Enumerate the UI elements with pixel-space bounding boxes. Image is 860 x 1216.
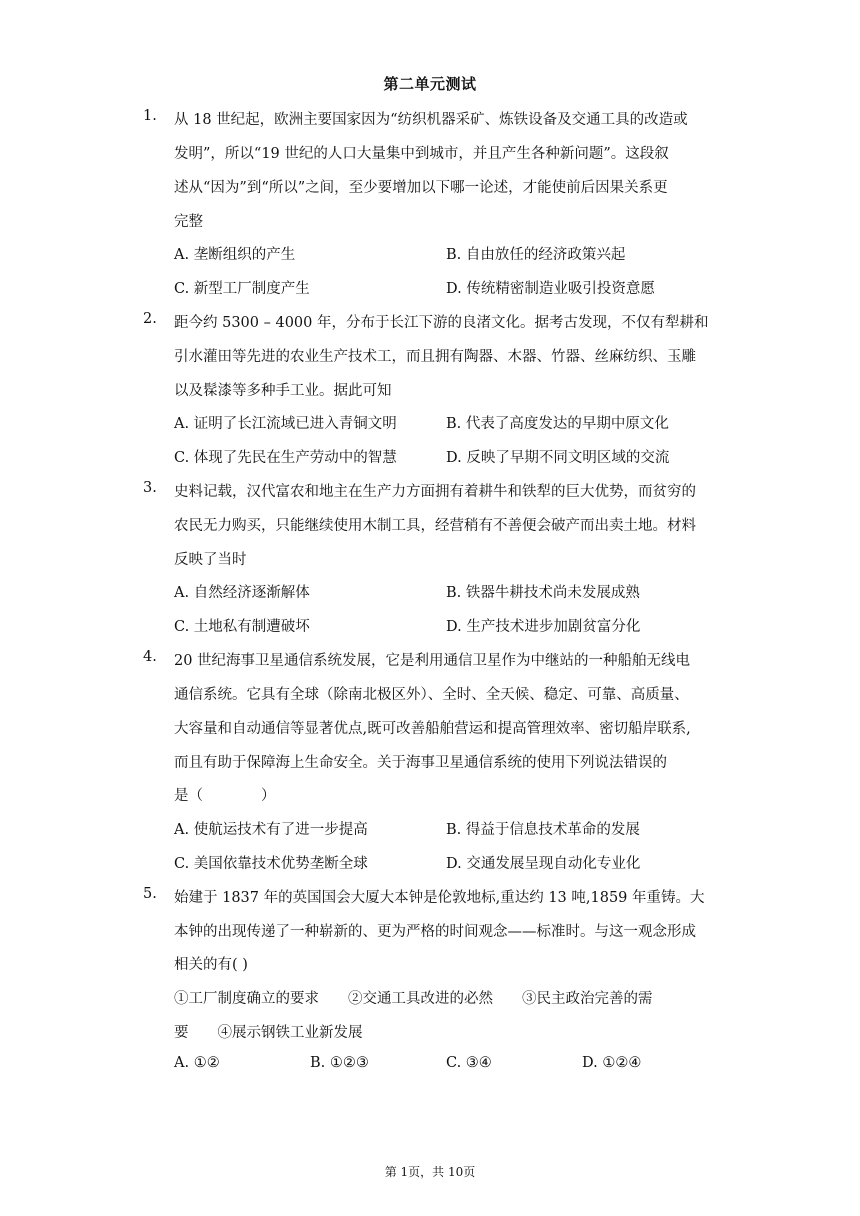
page-footer: 第 1页，共 10页 <box>384 1165 476 1179</box>
question-text-line: 通信系统。它具有全球（除南北极区外）、全时、全天候、稳定、可靠、高质量、 <box>174 687 689 703</box>
option-c[interactable]: C. 体现了先民在生产劳动中的智慧 <box>174 450 397 466</box>
question-statement-line: 要 ④展示钢铁工业新发展 <box>174 1025 363 1041</box>
question-number: 4. <box>143 649 157 665</box>
question-text-line: 而且有助于保障海上生命安全。关于海事卫星通信系统的使用下列说法错误的 <box>174 755 667 771</box>
option-d[interactable]: D. 交通发展呈现自动化专业化 <box>446 856 641 872</box>
option-d[interactable]: D. 反映了早期不同文明区域的交流 <box>446 450 670 466</box>
question-number: 3. <box>143 480 157 496</box>
question-text-line: 是（ ） <box>174 788 276 804</box>
question-text-line: 从 18 世纪起，欧洲主要国家因为“纺织机器采矿、炼铁设备及交通工具的改造或 <box>174 112 688 128</box>
page-title: 第二单元测试 <box>383 75 477 93</box>
question-text-line: 发明”，所以“19 世纪的人口大量集中到城市，并且产生各种新问题”。这段叙 <box>174 146 669 162</box>
question-text-line: 农民无力购买，只能继续使用木制工具，经营稍有不善便会破产而出卖土地。材料 <box>174 518 696 534</box>
question-text-line: 本钟的出现传递了一种崭新的、更为严格的时间观念——标准时。与这一观念形成 <box>174 924 696 940</box>
question-text-line: 以及髹漆等多种手工业。据此可知 <box>174 383 392 399</box>
option-b[interactable]: B. ①②③ <box>310 1055 369 1071</box>
question-number: 5. <box>143 886 157 902</box>
question-text-line: 完整 <box>174 214 203 230</box>
question-text-line: 引水灌田等先进的农业生产技术工，而且拥有陶器、木器、竹器、丝麻纺织、玉雕 <box>174 349 696 365</box>
question-number: 2. <box>143 311 157 327</box>
option-a[interactable]: A. 垄断组织的产生 <box>174 247 296 263</box>
option-b[interactable]: B. 代表了高度发达的早期中原文化 <box>446 416 669 432</box>
option-a[interactable]: A. 使航运技术有了进一步提高 <box>174 822 368 838</box>
question-number: 1. <box>143 108 157 124</box>
option-c[interactable]: C. 美国依靠技术优势垄断全球 <box>174 856 368 872</box>
question-text-line: 大容量和自动通信等显著优点,既可改善船舶营运和提高管理效率、密切船岸联系, <box>174 721 691 737</box>
option-d[interactable]: D. ①②④ <box>582 1055 642 1071</box>
option-c[interactable]: C. 新型工厂制度产生 <box>174 281 310 297</box>
option-d[interactable]: D. 传统精密制造业吸引投资意愿 <box>446 281 655 297</box>
question-text-line: 反映了当时 <box>174 552 247 568</box>
question-text-line: 距今约 5300 – 4000 年，分布于长江下游的良渚文化。据考古发现，不仅有犁耕和 <box>174 315 709 331</box>
option-d[interactable]: D. 生产技术进步加剧贫富分化 <box>446 619 641 635</box>
question-text-line: 20 世纪海事卫星通信系统发展，它是利用通信卫星作为中继站的一种船舶无线电 <box>174 653 691 669</box>
question-text-line: 始建于 1837 年的英国国会大厦大本钟是伦敦地标,重达约 13 吨,1859 年重铸。大 <box>174 890 705 906</box>
option-a[interactable]: A. ①② <box>174 1055 220 1071</box>
option-a[interactable]: A. 证明了长江流域已进入青铜文明 <box>174 416 397 432</box>
option-b[interactable]: B. 铁器牛耕技术尚未发展成熟 <box>446 585 640 601</box>
question-text-line: 相关的有( ) <box>174 957 248 973</box>
question-text-line: 史料记载，汉代富农和地主在生产力方面拥有着耕牛和铁犁的巨大优势，而贫穷的 <box>174 484 696 500</box>
option-b[interactable]: B. 自由放任的经济政策兴起 <box>446 247 626 263</box>
option-b[interactable]: B. 得益于信息技术革命的发展 <box>446 822 640 838</box>
question-statement-line: ①工厂制度确立的要求 ②交通工具改进的必然 ③民主政治完善的需 <box>174 991 653 1007</box>
question-text-line: 述从“因为”到“所以”之间，至少要增加以下哪一论述，才能使前后因果关系更 <box>174 180 668 196</box>
option-c[interactable]: C. ③④ <box>446 1055 492 1071</box>
option-c[interactable]: C. 土地私有制遭破坏 <box>174 619 310 635</box>
option-a[interactable]: A. 自然经济逐渐解体 <box>174 585 310 601</box>
